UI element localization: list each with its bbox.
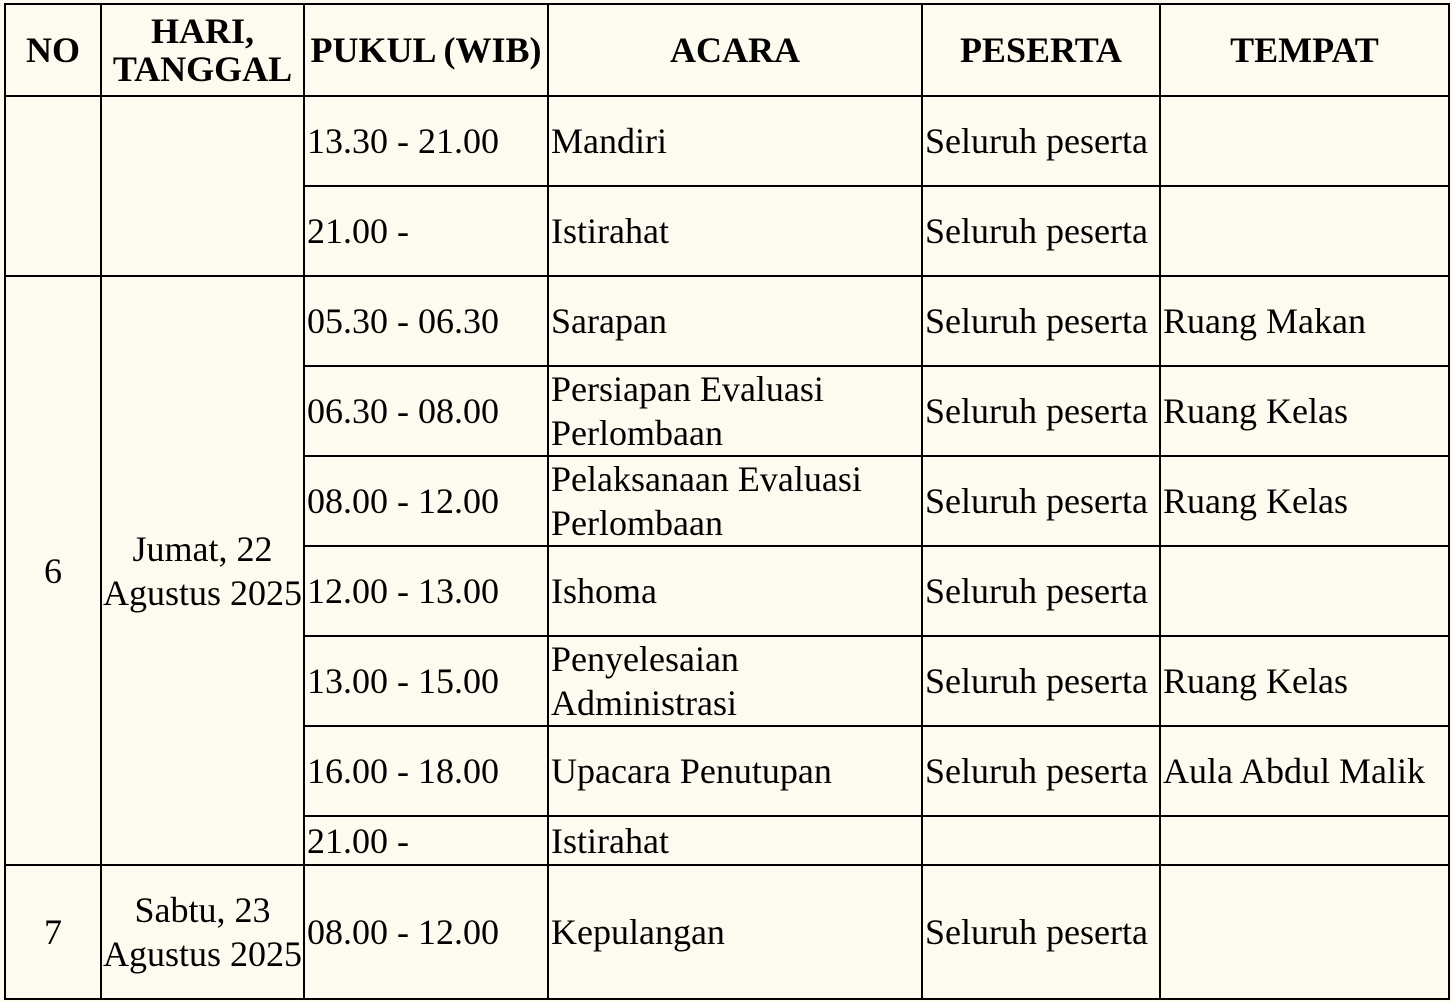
cell-acara: Sarapan <box>548 276 922 366</box>
cell-pukul: 12.00 - 13.00 <box>304 546 548 636</box>
header-pukul: PUKUL (WIB) <box>304 4 548 96</box>
cell-peserta <box>922 816 1160 865</box>
header-row <box>5 4 1449 96</box>
cell-tempat: Aula Abdul Malik <box>1160 726 1449 816</box>
cell-tempat <box>1160 96 1449 186</box>
cell-acara: Persiapan Evaluasi Perlombaan <box>548 366 922 456</box>
table-row <box>5 865 1449 999</box>
cell-acara: Ishoma <box>548 546 922 636</box>
cell-peserta: Seluruh peserta <box>922 186 1160 276</box>
cell-pukul: 05.30 - 06.30 <box>304 276 548 366</box>
table-row <box>5 276 1449 366</box>
cell-tempat <box>1160 546 1449 636</box>
header-tempat: TEMPAT <box>1160 4 1449 96</box>
table-row <box>5 96 1449 186</box>
cell-no: 7 <box>5 865 101 999</box>
cell-peserta: Seluruh peserta <box>922 636 1160 726</box>
cell-no: 6 <box>5 276 101 865</box>
cell-pukul: 13.00 - 15.00 <box>304 636 548 726</box>
cell-day: Jumat, 22 Agustus 2025 <box>101 276 304 865</box>
cell-acara: Kepulangan <box>548 865 922 999</box>
cell-acara: Mandiri <box>548 96 922 186</box>
cell-tempat <box>1160 186 1449 276</box>
cell-acara: Upacara Penutupan <box>548 726 922 816</box>
cell-acara: Pelaksanaan Evaluasi Perlombaan <box>548 456 922 546</box>
header-acara: ACARA <box>548 4 922 96</box>
header-peserta: PESERTA <box>922 4 1160 96</box>
cell-pukul: 16.00 - 18.00 <box>304 726 548 816</box>
cell-peserta: Seluruh peserta <box>922 456 1160 546</box>
cell-tempat <box>1160 865 1449 999</box>
header-hari-tanggal: HARI, TANGGAL <box>101 4 304 96</box>
cell-peserta: Seluruh peserta <box>922 865 1160 999</box>
cell-tempat: Ruang Makan <box>1160 276 1449 366</box>
cell-acara: Istirahat <box>548 186 922 276</box>
cell-pukul: 08.00 - 12.00 <box>304 456 548 546</box>
cell-tempat: Ruang Kelas <box>1160 456 1449 546</box>
cell-day: Sabtu, 23 Agustus 2025 <box>101 865 304 999</box>
cell-peserta: Seluruh peserta <box>922 366 1160 456</box>
cell-peserta: Seluruh peserta <box>922 96 1160 186</box>
cell-acara: Penyelesaian Administrasi <box>548 636 922 726</box>
cell-pukul: 21.00 - <box>304 816 548 865</box>
schedule-table <box>4 3 1450 1000</box>
cell-peserta: Seluruh peserta <box>922 726 1160 816</box>
cell-peserta: Seluruh peserta <box>922 546 1160 636</box>
cell-pukul: 21.00 - <box>304 186 548 276</box>
cell-tempat: Ruang Kelas <box>1160 636 1449 726</box>
cell-pukul: 08.00 - 12.00 <box>304 865 548 999</box>
cell-acara: Istirahat <box>548 816 922 865</box>
cell-day <box>101 96 304 276</box>
cell-pukul: 13.30 - 21.00 <box>304 96 548 186</box>
cell-peserta: Seluruh peserta <box>922 276 1160 366</box>
cell-pukul: 06.30 - 08.00 <box>304 366 548 456</box>
cell-no <box>5 96 101 276</box>
cell-tempat <box>1160 816 1449 865</box>
cell-tempat: Ruang Kelas <box>1160 366 1449 456</box>
header-no: NO <box>5 4 101 96</box>
